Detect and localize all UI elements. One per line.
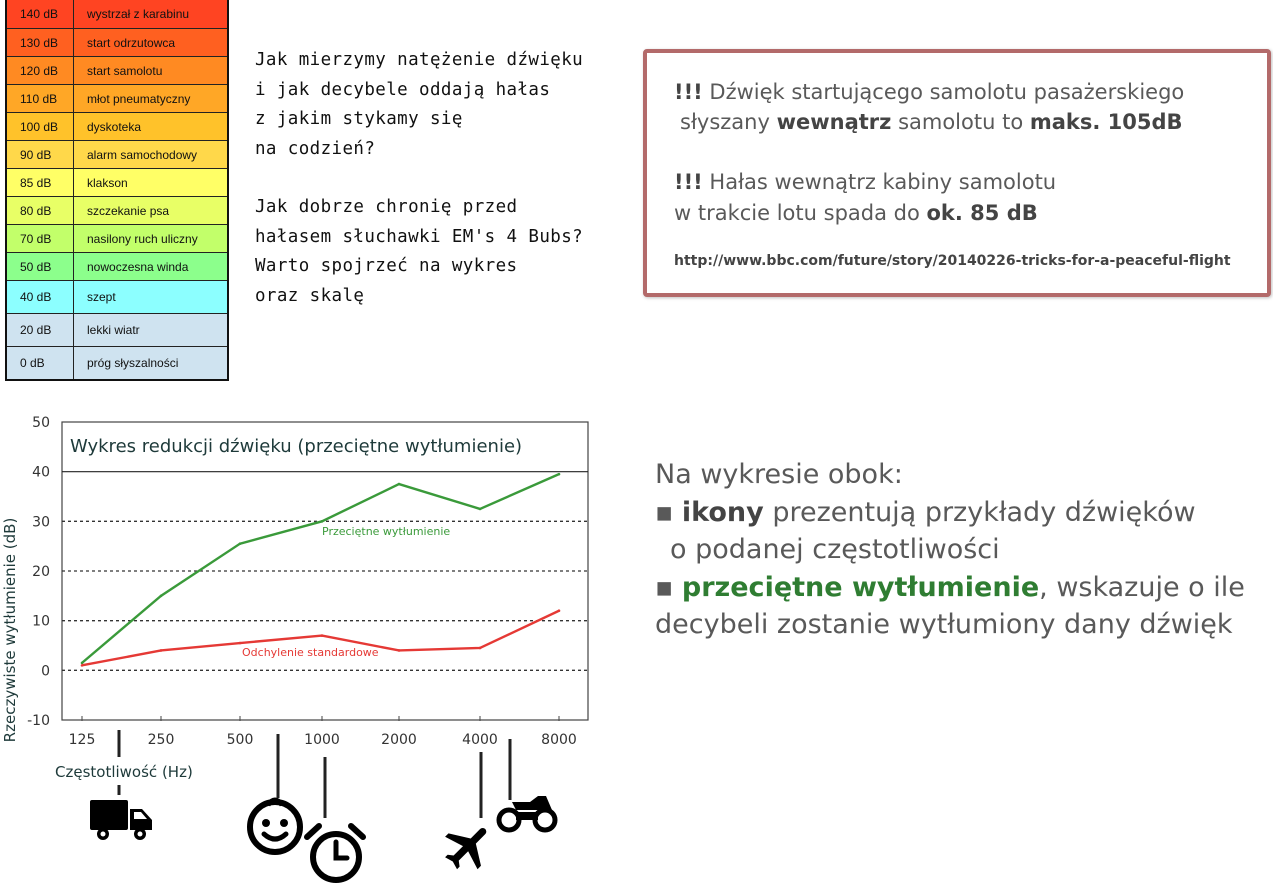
x-tick-label: 500 <box>226 732 254 748</box>
series-label: Odchylenie standardowe <box>242 646 379 659</box>
db-description: wystrzał z karabinu <box>87 7 190 21</box>
intro-line: oraz skalę <box>255 285 365 306</box>
db-description: próg słyszalności <box>87 356 179 370</box>
chart-title: Wykres redukcji dźwięku (przeciętne wytłumienie) <box>70 436 523 457</box>
db-value: 70 dB <box>7 225 74 252</box>
db-value: 50 dB <box>7 253 74 280</box>
intro-line: i jak decybele oddają hałas <box>255 79 551 100</box>
y-tick-label: 20 <box>32 564 50 580</box>
y-tick-label: -10 <box>27 713 50 729</box>
info-paragraph-2-line-2: w trakcie lotu spada do ok. 85 dB <box>674 201 1038 225</box>
intro-line: Jak dobrze chronię przed <box>255 197 518 217</box>
db-description: alarm samochodowy <box>87 147 198 162</box>
baby-face-icon <box>242 795 308 855</box>
y-tick-label: 10 <box>32 613 50 630</box>
x-tick-label: 4000 <box>462 732 498 748</box>
y-tick-label: 30 <box>32 514 50 531</box>
db-description: klakson <box>87 175 128 190</box>
x-tick-label: 125 <box>68 732 96 748</box>
source-link[interactable]: http://www.bbc.com/future/story/20140226-tricks-for-a-peaceful-flight <box>674 253 1231 269</box>
db-value: 100 dB <box>7 113 74 140</box>
info-paragraph-1-line-2: słyszany wewnątrz samolotu to maks. 105dB <box>680 110 1183 134</box>
db-value: 0 dB <box>7 347 74 379</box>
db-value: 40 dB <box>7 281 74 313</box>
db-value: 140 dB <box>7 0 74 28</box>
info-paragraph-1-line-1: !!! Dźwięk startującego samolotu pasażerskiego <box>674 80 1185 104</box>
info-paragraph-2-line-1: !!! Hałas wewnątrz kabiny samolotu <box>674 170 1057 194</box>
db-description: młot pneumatyczny <box>87 91 191 106</box>
db-value: 130 dB <box>7 29 74 56</box>
intro-line: Warto spojrzeć na wykres <box>255 256 518 276</box>
x-tick-label: 2000 <box>381 732 417 748</box>
db-description: szept <box>87 290 116 304</box>
db-description: lekki wiatr <box>87 323 140 337</box>
x-tick-label: 8000 <box>541 732 577 748</box>
explain-bullet-1: ▪ ikony prezentują przykłady dźwięków <box>655 496 1196 528</box>
x-tick-label: 250 <box>147 732 175 748</box>
x-tick-label: 1000 <box>304 732 340 748</box>
intro-line: Jak mierzymy natężenie dźwięku <box>255 50 584 70</box>
x-axis-label: Częstotliwość (Hz) <box>55 763 193 781</box>
series-label: Przeciętne wytłumienie <box>322 525 451 538</box>
y-tick-label: 50 <box>32 415 50 431</box>
db-value: 90 dB <box>7 141 74 168</box>
db-description: start samolotu <box>87 63 163 78</box>
explain-heading: Na wykresie obok: <box>655 459 903 490</box>
intro-line: hałasem słuchawki EM's 4 Bubs? <box>255 226 584 247</box>
db-value: 85 dB <box>7 169 74 196</box>
db-value: 120 dB <box>7 57 74 84</box>
y-tick-label: 0 <box>41 663 50 680</box>
explain-bullet-2: ▪ przeciętne wytłumienie, wskazuje o ile <box>655 571 1245 603</box>
db-value: 80 dB <box>7 197 74 224</box>
db-value: 20 dB <box>7 314 74 346</box>
alarm-clock-icon <box>304 822 366 884</box>
db-description: start odrzutowca <box>87 35 176 50</box>
motorcycle-icon <box>496 790 558 834</box>
intro-line: na codzień? <box>255 138 376 159</box>
y-axis-label: Rzeczywiste wytłumienie (dB) <box>1 517 19 743</box>
airplane-icon <box>440 818 498 876</box>
y-tick-label: 40 <box>32 464 50 481</box>
explain-bullet-2-cont: decybeli zostanie wytłumiony dany dźwięk <box>655 609 1233 640</box>
db-description: dyskoteka <box>87 119 142 134</box>
db-description: nowoczesna winda <box>87 259 189 274</box>
db-description: nasilony ruch uliczny <box>87 231 198 246</box>
intro-line: z jakim stykamy się <box>255 109 463 129</box>
db-value: 110 dB <box>7 85 74 112</box>
explain-bullet-1-cont: o podanej częstotliwości <box>670 534 1000 565</box>
db-description: szczekanie psa <box>87 203 170 218</box>
truck-icon <box>88 797 154 843</box>
